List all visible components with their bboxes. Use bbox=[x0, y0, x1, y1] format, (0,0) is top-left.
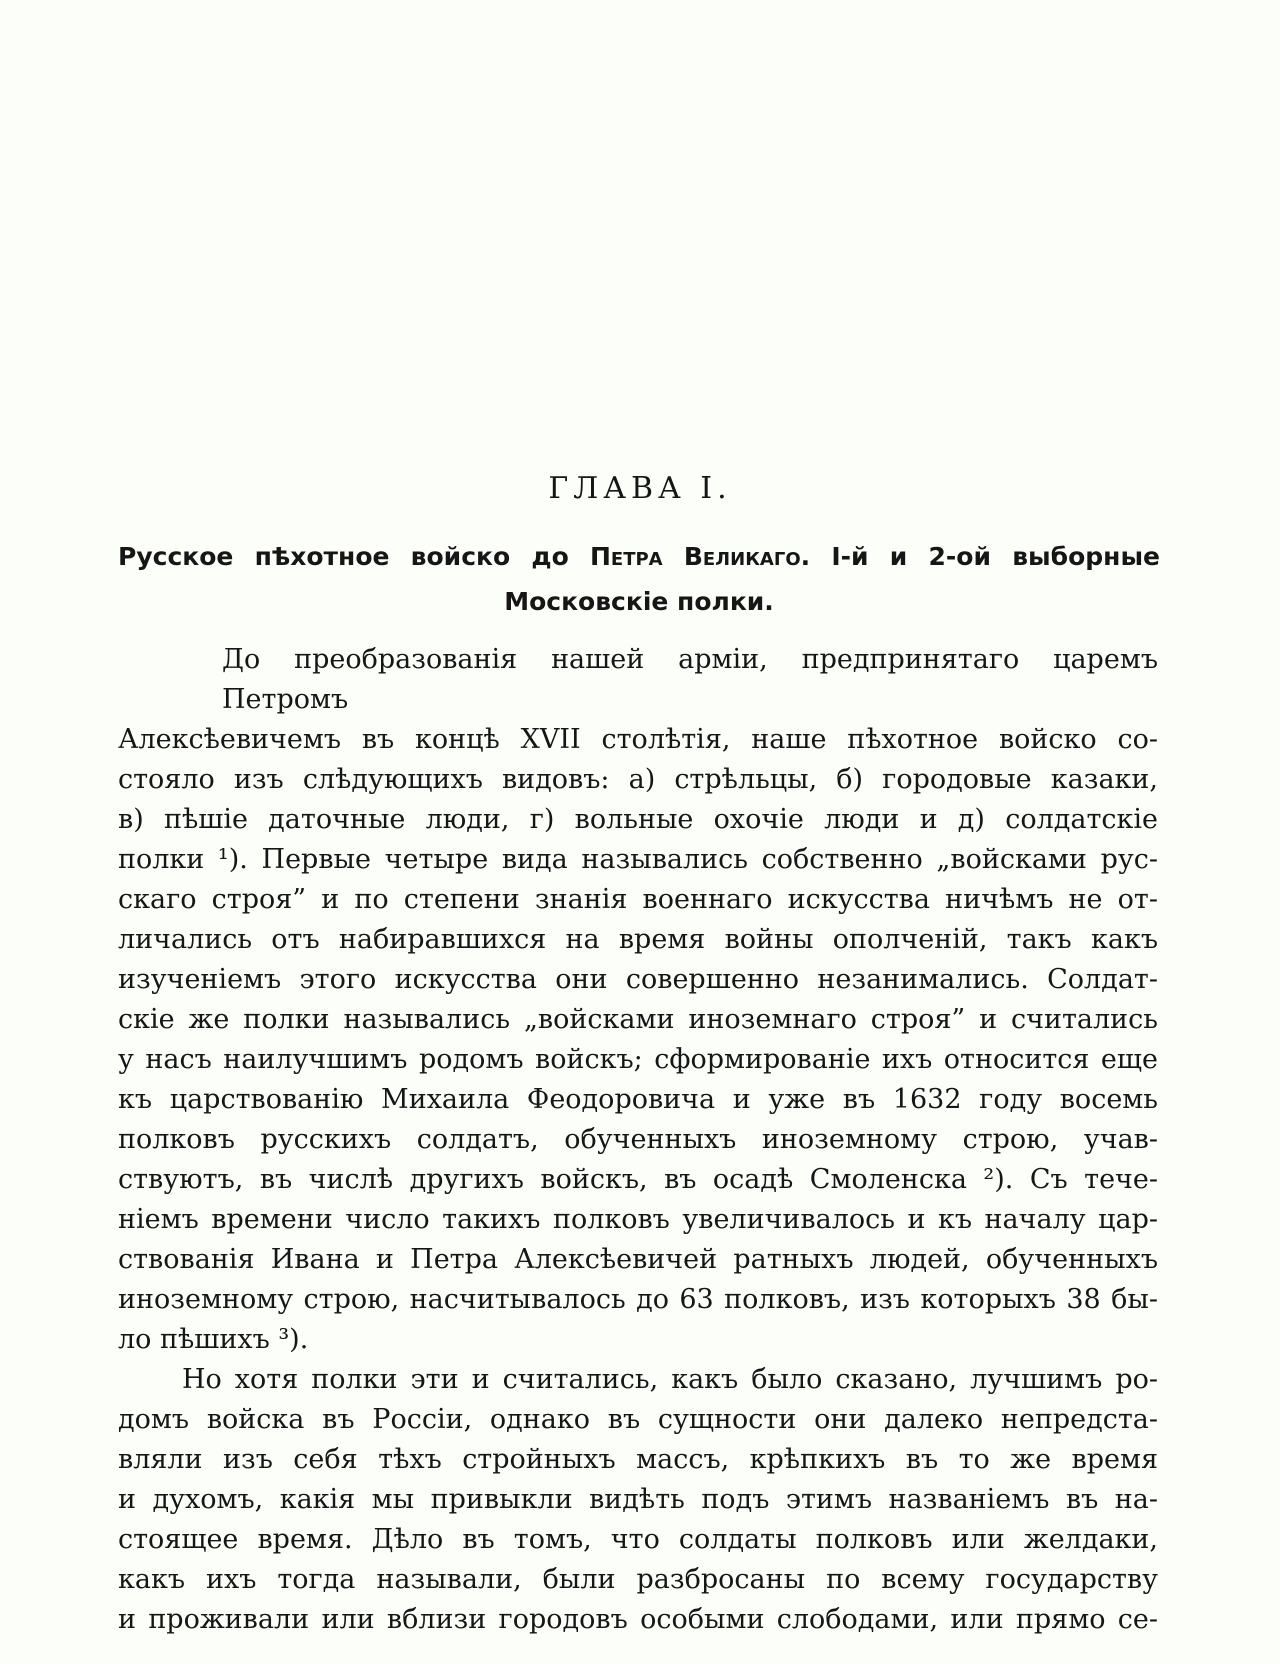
text-line: ло пѣшихъ ³). bbox=[118, 1324, 309, 1355]
section-heading-name-smallcaps: Петра Великаго. bbox=[589, 542, 811, 571]
text-line: къ царствованію Михаила Феодоровича и уже въ 1632 году восемь bbox=[118, 1084, 1158, 1115]
text-line: вляли изъ себя тѣхъ стройныхъ массъ, крѣпкихъ въ то же время bbox=[118, 1444, 1158, 1475]
text-line: Но хотя полки эти и считались, какъ было сказано, лучшимъ ро- bbox=[182, 1364, 1158, 1395]
text-line: стояло изъ слѣдующихъ видовъ: а) стрѣльцы, б) городовые казаки, bbox=[118, 764, 1158, 795]
chapter-title: ГЛАВА I. bbox=[548, 471, 732, 506]
text-line: стоящее время. Дѣло въ томъ, что солдаты полковъ или желдаки, bbox=[118, 1524, 1158, 1555]
page-body bbox=[118, 640, 1158, 1640]
text-line: у насъ наилучшимъ родомъ войскъ; сформированіе ихъ относится еще bbox=[118, 1044, 1158, 1075]
text-line: полки ¹). Первые четыре вида назывались собственно „войсками рус- bbox=[118, 844, 1158, 875]
section-heading-line2: Московскіе полки. bbox=[504, 587, 774, 616]
text-line: в) пѣшіе даточные люди, г) вольные охочіе люди и д) солдатскіе bbox=[118, 804, 1158, 835]
text-line: скіе же полки назывались „войсками иноземнаго строя” и считались bbox=[118, 1004, 1158, 1035]
text-line: полковъ русскихъ солдатъ, обученныхъ иноземному строю, учав- bbox=[118, 1124, 1158, 1155]
text-line: Алексѣевичемъ въ концѣ XVII столѣтія, наше пѣхотное войско со- bbox=[118, 724, 1158, 755]
text-line: До преобразованія нашей арміи, предпринятаго царемъ Петромъ bbox=[222, 644, 1158, 715]
text-line: ніемъ времени число такихъ полковъ увеличивалось и къ началу цар- bbox=[118, 1204, 1158, 1235]
text-line: какъ ихъ тогда называли, были разбросаны по всему государству bbox=[118, 1564, 1158, 1595]
section-heading-line1 bbox=[118, 534, 1160, 579]
section-heading-text-pre: Русское пѣхотное войско до bbox=[118, 542, 590, 571]
text-line: домъ войска въ Россіи, однако въ сущности они далеко непредста- bbox=[118, 1404, 1158, 1435]
text-line: ствуютъ, въ числѣ другихъ войскъ, въ осадѣ Смоленска ²). Съ тече- bbox=[118, 1164, 1158, 1195]
section-heading bbox=[118, 534, 1160, 624]
text-line: и проживали или вблизи городовъ особыми слободами, или прямо се- bbox=[118, 1604, 1158, 1635]
text-line: скаго строя” и по степени знанія военнаго искусства ничѣмъ не от- bbox=[118, 884, 1158, 915]
section-heading-text-post: І-й и 2-ой выборные bbox=[810, 542, 1161, 571]
text-line: иноземному строю, насчитывалось до 63 полковъ, изъ которыхъ 38 бы- bbox=[118, 1284, 1158, 1315]
text-line: изученіемъ этого искусства они совершенно незанимались. Солдат- bbox=[118, 964, 1158, 995]
text-line: и духомъ, какія мы привыкли видѣть подъ этимъ названіемъ въ на- bbox=[118, 1484, 1158, 1515]
text-line: ствованія Ивана и Петра Алексѣевичей ратныхъ людей, обученныхъ bbox=[118, 1244, 1158, 1275]
text-line: личались отъ набиравшихся на время войны ополченій, такъ какъ bbox=[118, 924, 1158, 955]
